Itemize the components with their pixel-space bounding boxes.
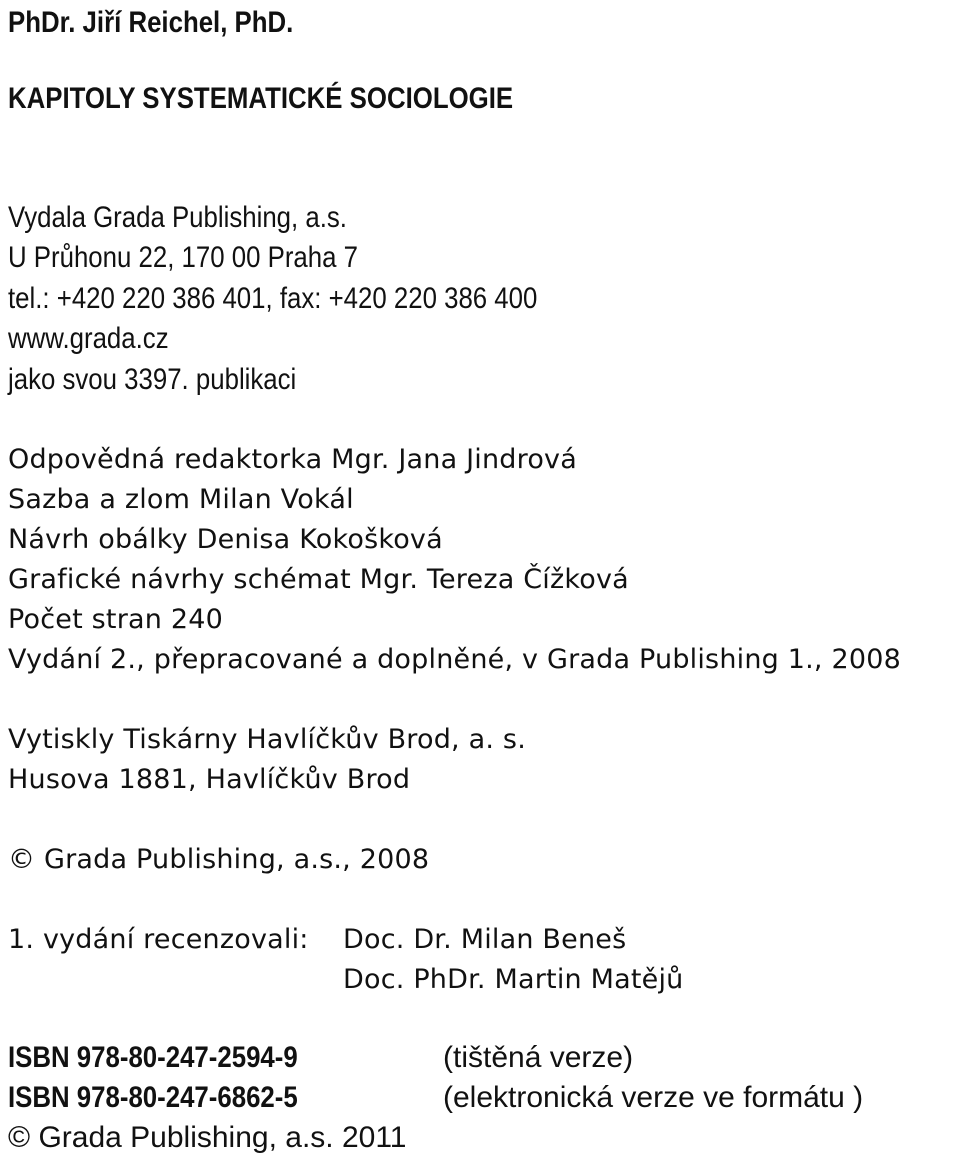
isbn-ebook-number: ISBN 978-80-247-6862-5 (8, 1081, 298, 1114)
printer-address: Husova 1881, Havlíčkův Brod (8, 764, 411, 795)
publisher-line (8, 243, 415, 273)
author-name: PhDr. Jiří Reichel, PhD. (8, 6, 294, 39)
copyright-2011-text: Grada Publishing, a.s. 2011 (38, 1121, 407, 1154)
copyright-2008-text: Grada Publishing, a.s., 2008 (44, 844, 430, 875)
copyright-icon: © (8, 1121, 31, 1154)
copyright-2011 (8, 1123, 406, 1153)
credit-typesetting: Sazba a zlom Milan Vokál (8, 484, 354, 515)
reviewer-name: Doc. PhDr. Martin Matějů (343, 964, 684, 995)
credit-editor: Odpovědná redaktorka Mgr. Jana Jindrová (8, 444, 577, 475)
publisher-address: U Průhonu 22, 170 00 Praha 7 (8, 241, 358, 274)
isbn-print-note: (tištěná verze) (443, 1041, 634, 1074)
book-title: KAPITOLY SYSTEMATICKÉ SOCIOLOGIE (8, 82, 514, 115)
isbn-print-number: ISBN 978-80-247-2594-9 (8, 1041, 298, 1074)
publisher-name: Vydala Grada Publishing, a.s. (8, 201, 347, 234)
credit-schema-design: Grafické návrhy schémat Mgr. Tereza Čížková (8, 564, 629, 595)
publisher-line (8, 203, 402, 233)
copyright-2008 (8, 846, 429, 873)
isbn-ebook (8, 1083, 345, 1113)
publisher-line (8, 284, 624, 314)
publisher-line (8, 365, 343, 395)
copyright-icon: © (8, 844, 36, 875)
reviewer-name: Doc. Dr. Milan Beneš (343, 924, 627, 955)
isbn-ebook-note: (elektronická verze ve formátu ) (443, 1081, 864, 1114)
book-title-line (8, 84, 595, 114)
isbn-print (8, 1043, 345, 1073)
credit-page-count: Počet stran 240 (8, 604, 223, 635)
publisher-website: www.grada.cz (8, 322, 169, 355)
publication-number: jako svou 3397. publikaci (8, 363, 297, 396)
credit-edition: Vydání 2., přepracované a doplněné, v Grada Publishing 1., 2008 (8, 644, 902, 675)
author-line (8, 8, 340, 38)
reviewers-label: 1. vydání recenzovali: (8, 924, 309, 955)
publisher-phone: tel.: +420 220 386 401, fax: +420 220 386 400 (8, 282, 538, 315)
printer-name: Vytiskly Tiskárny Havlíčkův Brod, a. s. (8, 724, 526, 755)
publisher-line (8, 324, 195, 354)
credit-cover-design: Návrh obálky Denisa Kokošková (8, 524, 443, 555)
